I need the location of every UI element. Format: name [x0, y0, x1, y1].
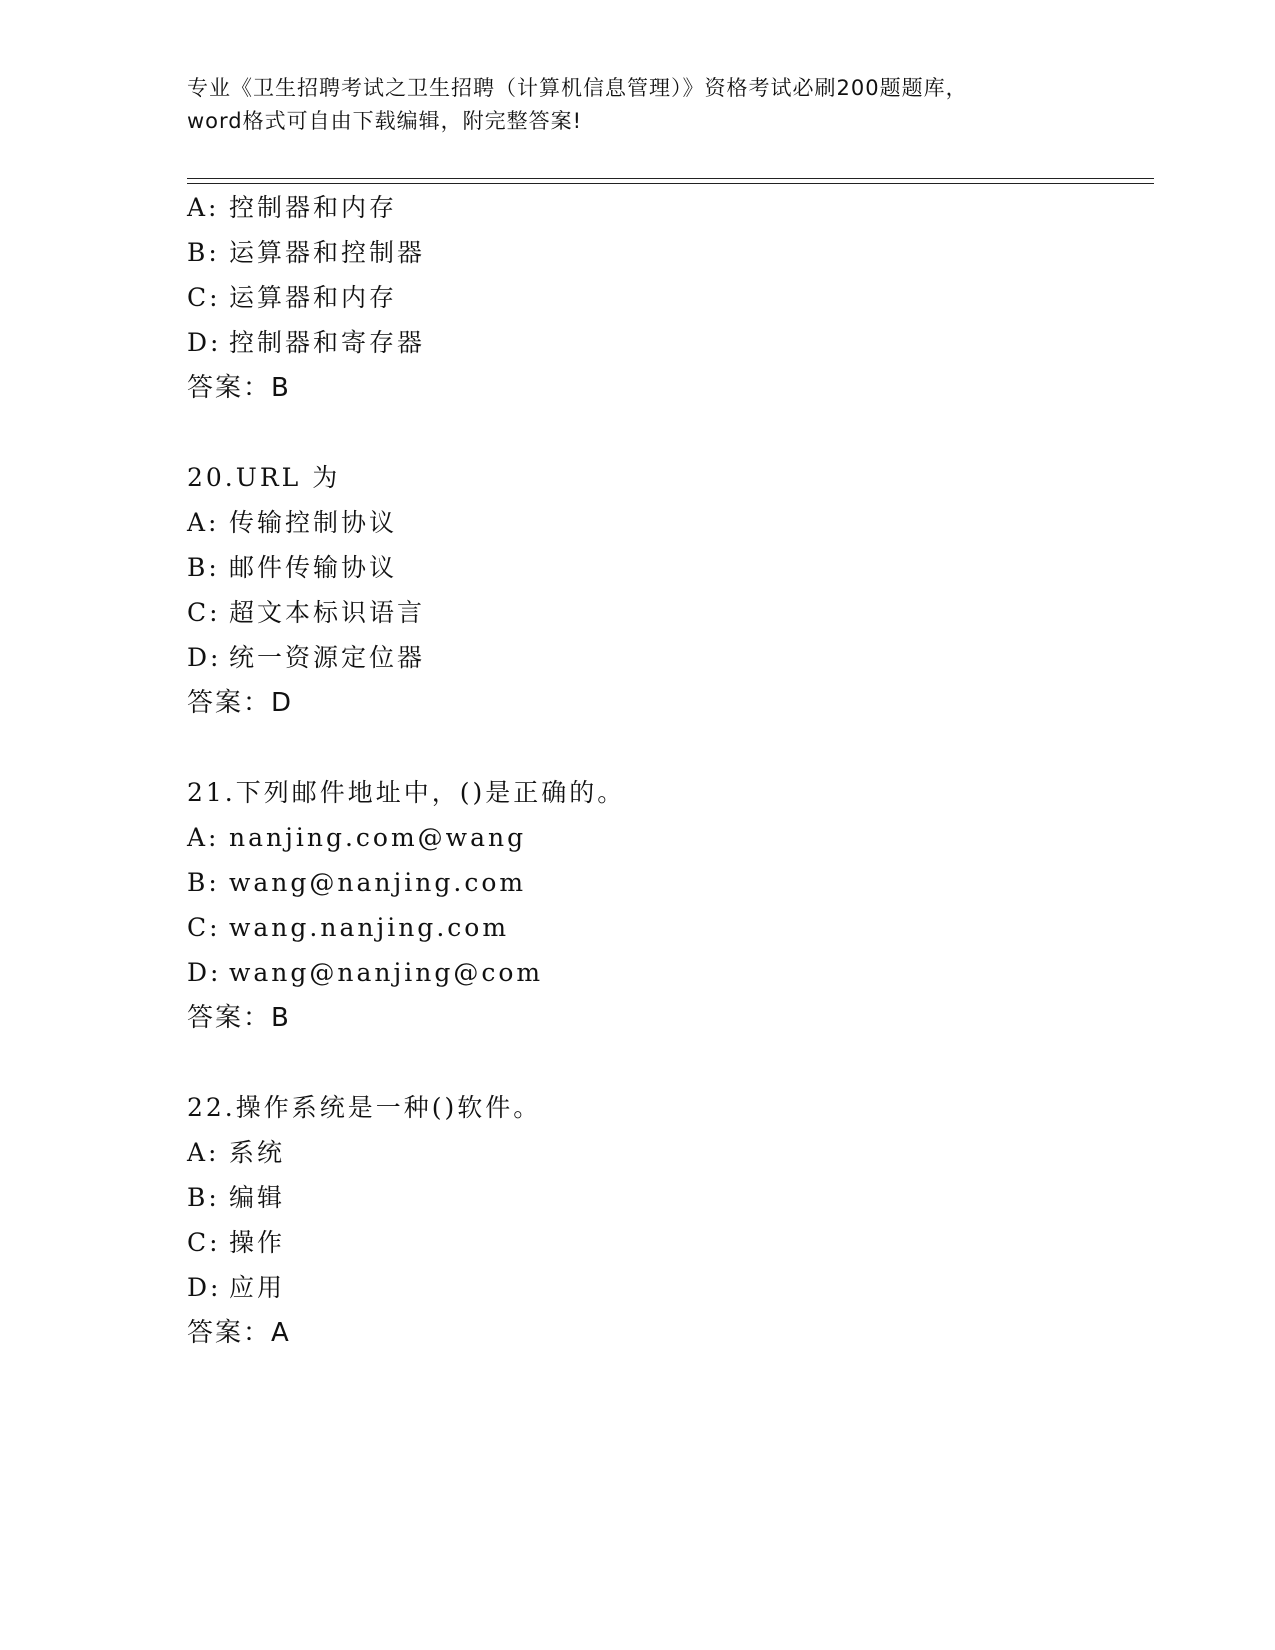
option-letter: B: [187, 238, 220, 267]
option-b [187, 238, 425, 268]
option-text: 系统 [229, 1138, 286, 1167]
option-text: 传输控制协议 [229, 508, 398, 537]
option-text: 控制器和内存 [229, 193, 398, 222]
answer-line: 答案：B [187, 373, 291, 403]
option-text: wang@nanjing@com [229, 958, 544, 987]
option-d [187, 1273, 285, 1303]
document-header [187, 72, 1087, 138]
option-text: 超文本标识语言 [229, 598, 426, 627]
question-21: 21.下列邮件地址中，()是正确的。 [187, 778, 626, 807]
option-d [187, 328, 425, 358]
option-letter: B: [187, 1183, 220, 1212]
option-b [187, 868, 526, 898]
header-line-2: word格式可自由下载编辑，附完整答案! [187, 109, 583, 133]
answer-line: 答案：A [187, 1318, 291, 1348]
option-c [187, 283, 397, 313]
option-text: 运算器和内存 [229, 283, 398, 312]
option-a [187, 508, 397, 538]
header-line-1: 专业《卫生招聘考试之卫生招聘（计算机信息管理）》资格考试必刷200题题库， [187, 76, 968, 100]
option-letter: A: [187, 823, 220, 852]
option-a [187, 823, 526, 853]
option-c [187, 1228, 285, 1258]
question-22: 22.操作系统是一种()软件。 [187, 1093, 542, 1122]
option-a [187, 1138, 285, 1168]
option-c [187, 913, 509, 943]
header-divider-bottom [187, 183, 1154, 184]
option-text: 统一资源定位器 [229, 643, 426, 672]
option-letter: C: [187, 598, 221, 627]
option-letter: B: [187, 868, 220, 897]
option-text: 应用 [229, 1273, 286, 1302]
option-letter: D: [187, 643, 222, 672]
option-letter: D: [187, 1273, 222, 1302]
option-a [187, 193, 397, 223]
option-d [187, 958, 543, 988]
option-letter: A: [187, 1138, 220, 1167]
option-c [187, 598, 425, 628]
answer-line: 答案：D [187, 688, 294, 718]
option-letter: C: [187, 283, 221, 312]
option-text: nanjing.com@wang [229, 823, 527, 852]
option-b [187, 1183, 285, 1213]
option-letter: A: [187, 508, 220, 537]
option-letter: D: [187, 958, 222, 987]
header-divider-top [187, 178, 1154, 179]
option-text: 操作 [229, 1228, 286, 1257]
option-b [187, 553, 397, 583]
option-text: 运算器和控制器 [229, 238, 426, 267]
question-20: 20.URL 为 [187, 463, 341, 492]
option-letter: C: [187, 1228, 221, 1257]
option-text: wang@nanjing.com [229, 868, 527, 897]
option-letter: D: [187, 328, 222, 357]
option-text: 控制器和寄存器 [229, 328, 426, 357]
option-text: 编辑 [229, 1183, 286, 1212]
option-text: wang.nanjing.com [229, 913, 510, 942]
option-text: 邮件传输协议 [229, 553, 398, 582]
option-letter: B: [187, 553, 220, 582]
option-letter: C: [187, 913, 221, 942]
option-letter: A: [187, 193, 220, 222]
option-d [187, 643, 425, 673]
answer-line: 答案：B [187, 1003, 291, 1033]
